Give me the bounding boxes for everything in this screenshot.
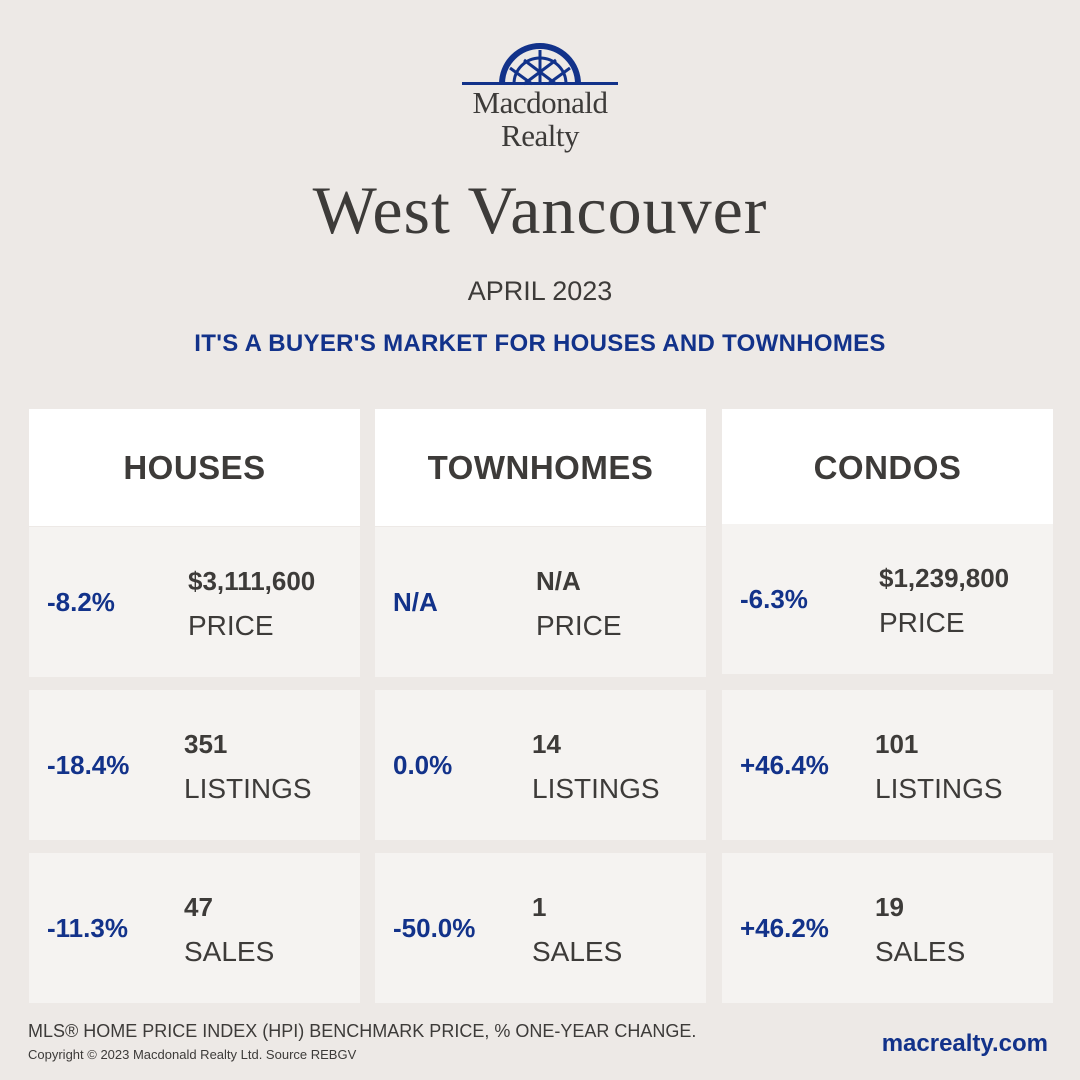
townhomes-column xyxy=(375,409,706,967)
listings-change: 0.0% xyxy=(393,749,453,780)
brand-logo xyxy=(440,40,640,165)
sales-change: -11.3% xyxy=(47,912,128,943)
sales-label: SALES xyxy=(532,936,623,967)
price-change: -8.2% xyxy=(47,586,115,617)
price-value: N/A xyxy=(536,566,581,596)
listings-value: 351 xyxy=(184,729,228,759)
price-card xyxy=(722,524,1053,674)
listings-card xyxy=(722,690,1053,840)
brand-name-line2: Realty xyxy=(501,118,579,153)
market-tagline: IT'S A BUYER'S MARKET FOR HOUSES AND TOWNHOMES xyxy=(194,330,886,357)
price-value: $1,239,800 xyxy=(879,563,1010,593)
condos-column xyxy=(722,409,1053,967)
sales-label: SALES xyxy=(875,936,966,967)
sales-card xyxy=(722,853,1053,1003)
website-link[interactable]: macrealty.com xyxy=(881,1030,1048,1057)
sunrise-arch-logo-icon xyxy=(462,40,618,86)
listings-label: LISTINGS xyxy=(184,773,312,804)
footer-note: MLS® HOME PRICE INDEX (HPI) BENCHMARK PRICE, % ONE-YEAR CHANGE. xyxy=(28,1021,697,1041)
listings-value: 14 xyxy=(532,729,561,759)
listings-change: -18.4% xyxy=(47,749,130,780)
brand-name-line1: Macdonald xyxy=(472,85,608,120)
sales-value: 47 xyxy=(184,892,213,922)
price-value: $3,111,600 xyxy=(188,566,316,596)
listings-label: LISTINGS xyxy=(532,773,660,804)
city-title: West Vancouver xyxy=(312,172,768,248)
listings-value: 101 xyxy=(875,729,919,759)
sales-change: -50.0% xyxy=(393,912,476,943)
sales-value: 19 xyxy=(875,892,904,922)
price-change: -6.3% xyxy=(740,583,808,614)
sales-change: +46.2% xyxy=(740,912,829,943)
listings-change: +46.4% xyxy=(740,749,829,780)
price-label: PRICE xyxy=(188,610,274,641)
column-title: HOUSES xyxy=(29,409,360,526)
price-change: N/A xyxy=(393,586,438,617)
column-title: TOWNHOMES xyxy=(375,409,706,526)
price-label: PRICE xyxy=(536,610,622,641)
report-date: APRIL 2023 xyxy=(467,276,613,306)
price-label: PRICE xyxy=(879,607,965,638)
sales-label: SALES xyxy=(184,936,275,967)
listings-card xyxy=(29,690,360,840)
listings-card xyxy=(375,690,706,840)
footer-copyright: Copyright © 2023 Macdonald Realty Ltd. Source REBGV xyxy=(28,1047,357,1062)
sales-value: 1 xyxy=(532,892,547,922)
price-card xyxy=(375,527,706,677)
price-card xyxy=(29,527,360,677)
listings-label: LISTINGS xyxy=(875,773,1003,804)
sales-card xyxy=(29,853,360,1003)
column-title: CONDOS xyxy=(722,409,1053,526)
sales-card xyxy=(375,853,706,1003)
houses-column xyxy=(29,409,360,967)
